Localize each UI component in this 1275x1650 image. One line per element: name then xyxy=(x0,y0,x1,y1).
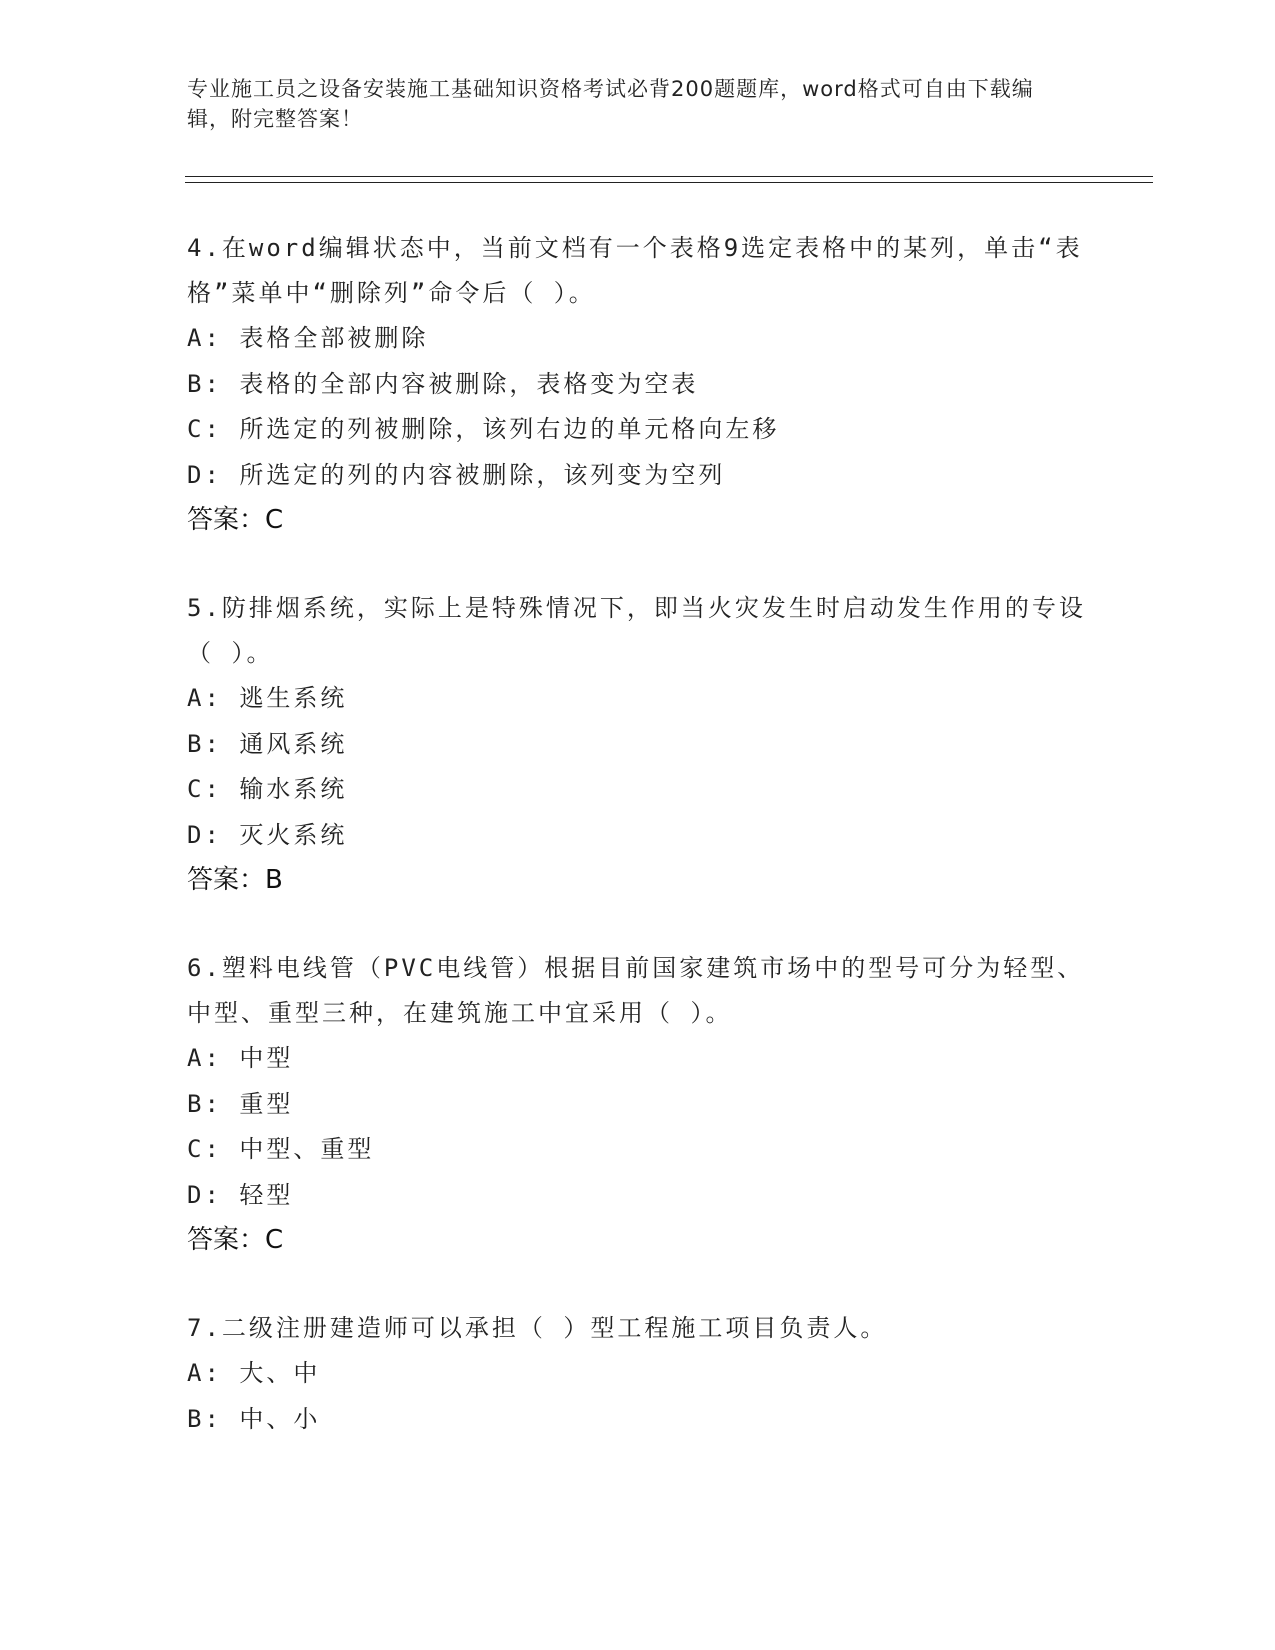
answer: 答案：C xyxy=(187,505,284,535)
option-b: B: 表格的全部内容被删除，表格变为空表 xyxy=(187,369,699,398)
option-b: B: 中、小 xyxy=(187,1404,321,1433)
header-divider xyxy=(185,176,1153,183)
option-a: A: 大、中 xyxy=(187,1359,321,1387)
option-d: D: 所选定的列的内容被删除，该列变为空列 xyxy=(187,460,726,489)
question-4 xyxy=(187,226,1087,542)
question-stem: 7.二级注册建造师可以承担（ ）型工程施工项目负责人。 xyxy=(187,1314,888,1342)
option-c: C: 中型、重型 xyxy=(187,1135,375,1163)
question-6 xyxy=(187,946,1087,1262)
question-7 xyxy=(187,1306,1087,1442)
option-c: C: 所选定的列被删除，该列右边的单元格向左移 xyxy=(187,415,780,443)
option-d: D: 灭火系统 xyxy=(187,820,348,849)
option-a: A: 中型 xyxy=(187,1044,294,1072)
question-stem: 6.塑料电线管（PVC电线管）根据目前国家建筑市场中的型号可分为轻型、中型、重型三种，在建筑施工中宜采用（ ）。 xyxy=(187,954,1085,1027)
question-5 xyxy=(187,586,1087,902)
option-a: A: 逃生系统 xyxy=(187,684,348,712)
question-stem: 5.防排烟系统，实际上是特殊情况下，即当火灾发生时启动发生作用的专设（ ）。 xyxy=(187,594,1086,667)
question-stem: 4.在word编辑状态中，当前文档有一个表格9选定表格中的某列，单击“表格”菜单中“删除列”命令后（ ）。 xyxy=(187,234,1083,307)
document-header: 专业施工员之设备安装施工基础知识资格考试必背200题题库，word格式可自由下载编辑，附完整答案！ xyxy=(187,77,1034,131)
option-a: A: 表格全部被删除 xyxy=(187,324,429,352)
option-d: D: 轻型 xyxy=(187,1180,294,1209)
option-c: C: 输水系统 xyxy=(187,775,348,803)
option-b: B: 通风系统 xyxy=(187,729,348,758)
option-b: B: 重型 xyxy=(187,1089,294,1118)
answer: 答案：C xyxy=(187,1225,284,1255)
answer: 答案：B xyxy=(187,865,283,895)
